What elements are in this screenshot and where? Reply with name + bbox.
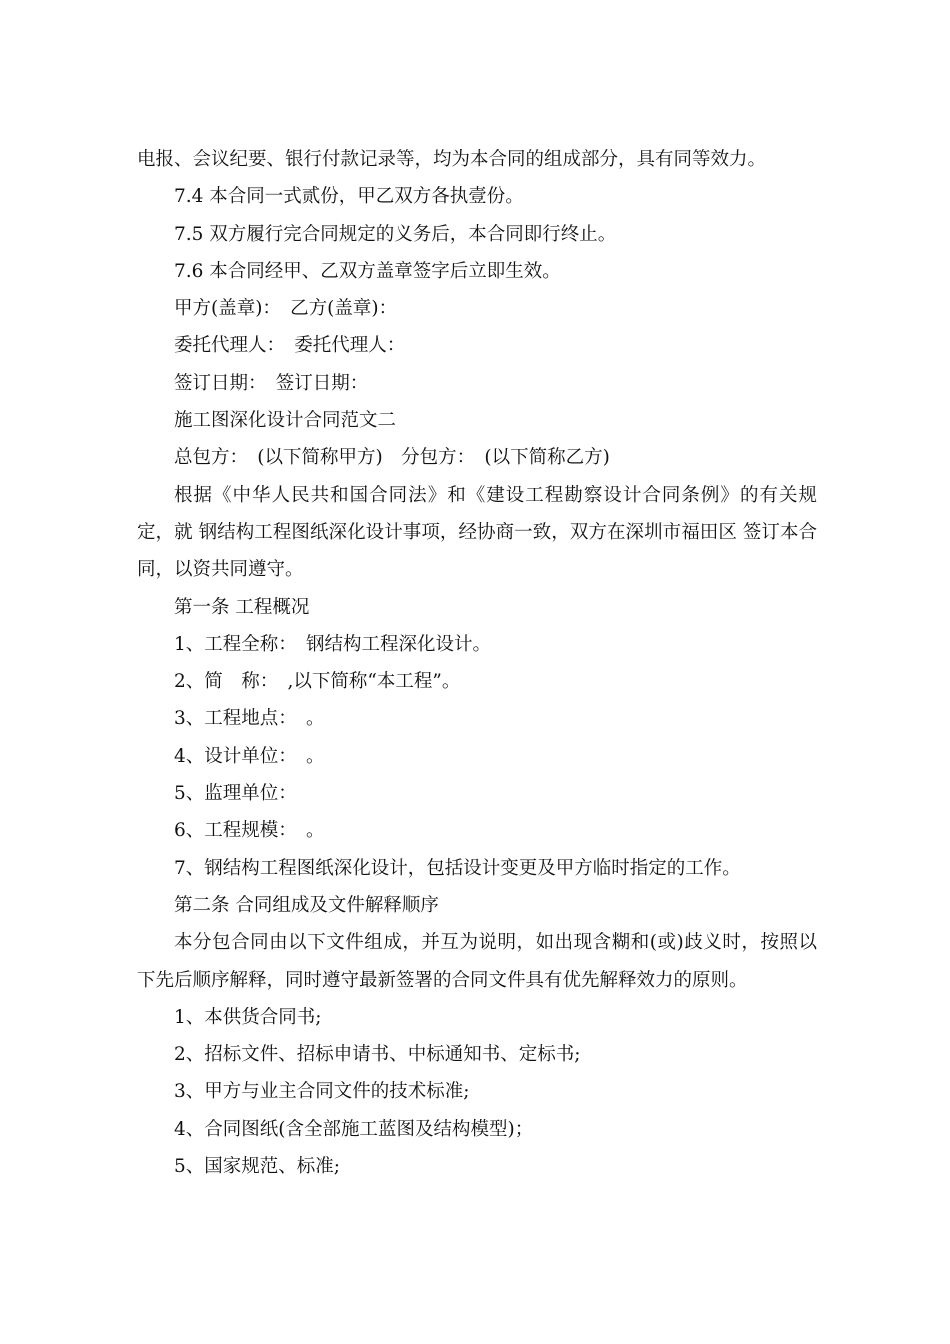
document-body <box>137 141 817 1185</box>
clause-7-6: 7.6 本合同经甲、乙双方盖章签字后立即生效。 <box>174 260 561 282</box>
list-item: 3、甲方与业主合同文件的技术标准; <box>174 1081 470 1103</box>
list-item: 1、本供货合同书; <box>174 1006 322 1028</box>
signature-agent-line: 委托代理人： 委托代理人： <box>174 335 406 357</box>
list-item: 4、设计单位： 。 <box>174 745 325 767</box>
list-item: 1、工程全称： 钢结构工程深化设计。 <box>174 633 492 655</box>
parties-line: 总包方： (以下简称甲方) 分包方： (以下简称乙方) <box>174 447 610 469</box>
section-title: 施工图深化设计合同范文二 <box>174 410 397 432</box>
signature-date-line: 签订日期： 签订日期： <box>174 372 369 394</box>
clause-7-5: 7.5 双方履行完合同规定的义务后，本合同即行终止。 <box>174 223 617 245</box>
paragraph-continuation: 电报、会议纪要、银行付款记录等，均为本合同的组成部分，具有同等效力。 <box>137 149 767 170</box>
list-item: 7、钢结构工程图纸深化设计，包括设计变更及甲方临时指定的工作。 <box>174 857 741 879</box>
list-item: 6、工程规模： 。 <box>174 820 325 842</box>
list-item: 5、国家规范、标准; <box>174 1156 341 1178</box>
signature-seal-line: 甲方(盖章)： 乙方(盖章)： <box>174 298 398 320</box>
list-item: 3、工程地点： 。 <box>174 708 325 730</box>
list-item: 2、简 称： ,以下简称“本工程”。 <box>174 671 461 693</box>
article-2-heading: 第二条 合同组成及文件解释顺序 <box>174 894 439 916</box>
list-item: 2、招标文件、招标申请书、中标通知书、定标书; <box>174 1044 581 1066</box>
clause-7-4: 7.4 本合同一式贰份，甲乙双方各执壹份。 <box>174 186 524 208</box>
list-item: 5、监理单位： <box>174 783 297 805</box>
article-1-heading: 第一条 工程概况 <box>174 596 310 618</box>
list-item: 4、合同图纸(含全部施工蓝图及结构模型)； <box>174 1118 534 1140</box>
preamble-paragraph: 根据《中华人民共和国合同法》和《建设工程勘察设计合同条例》的有关规定，就 钢结构工程图纸深化设计事项，经协商一致，双方在深圳市福田区 签订本合同，以资共同遵守。 <box>137 484 817 581</box>
article-2-paragraph: 本分包合同由以下文件组成，并互为说明，如出现含糊和(或)歧义时，按照以下先后顺序解释，同时遵守最新签署的合同文件具有优先解释效力的原则。 <box>137 932 817 991</box>
